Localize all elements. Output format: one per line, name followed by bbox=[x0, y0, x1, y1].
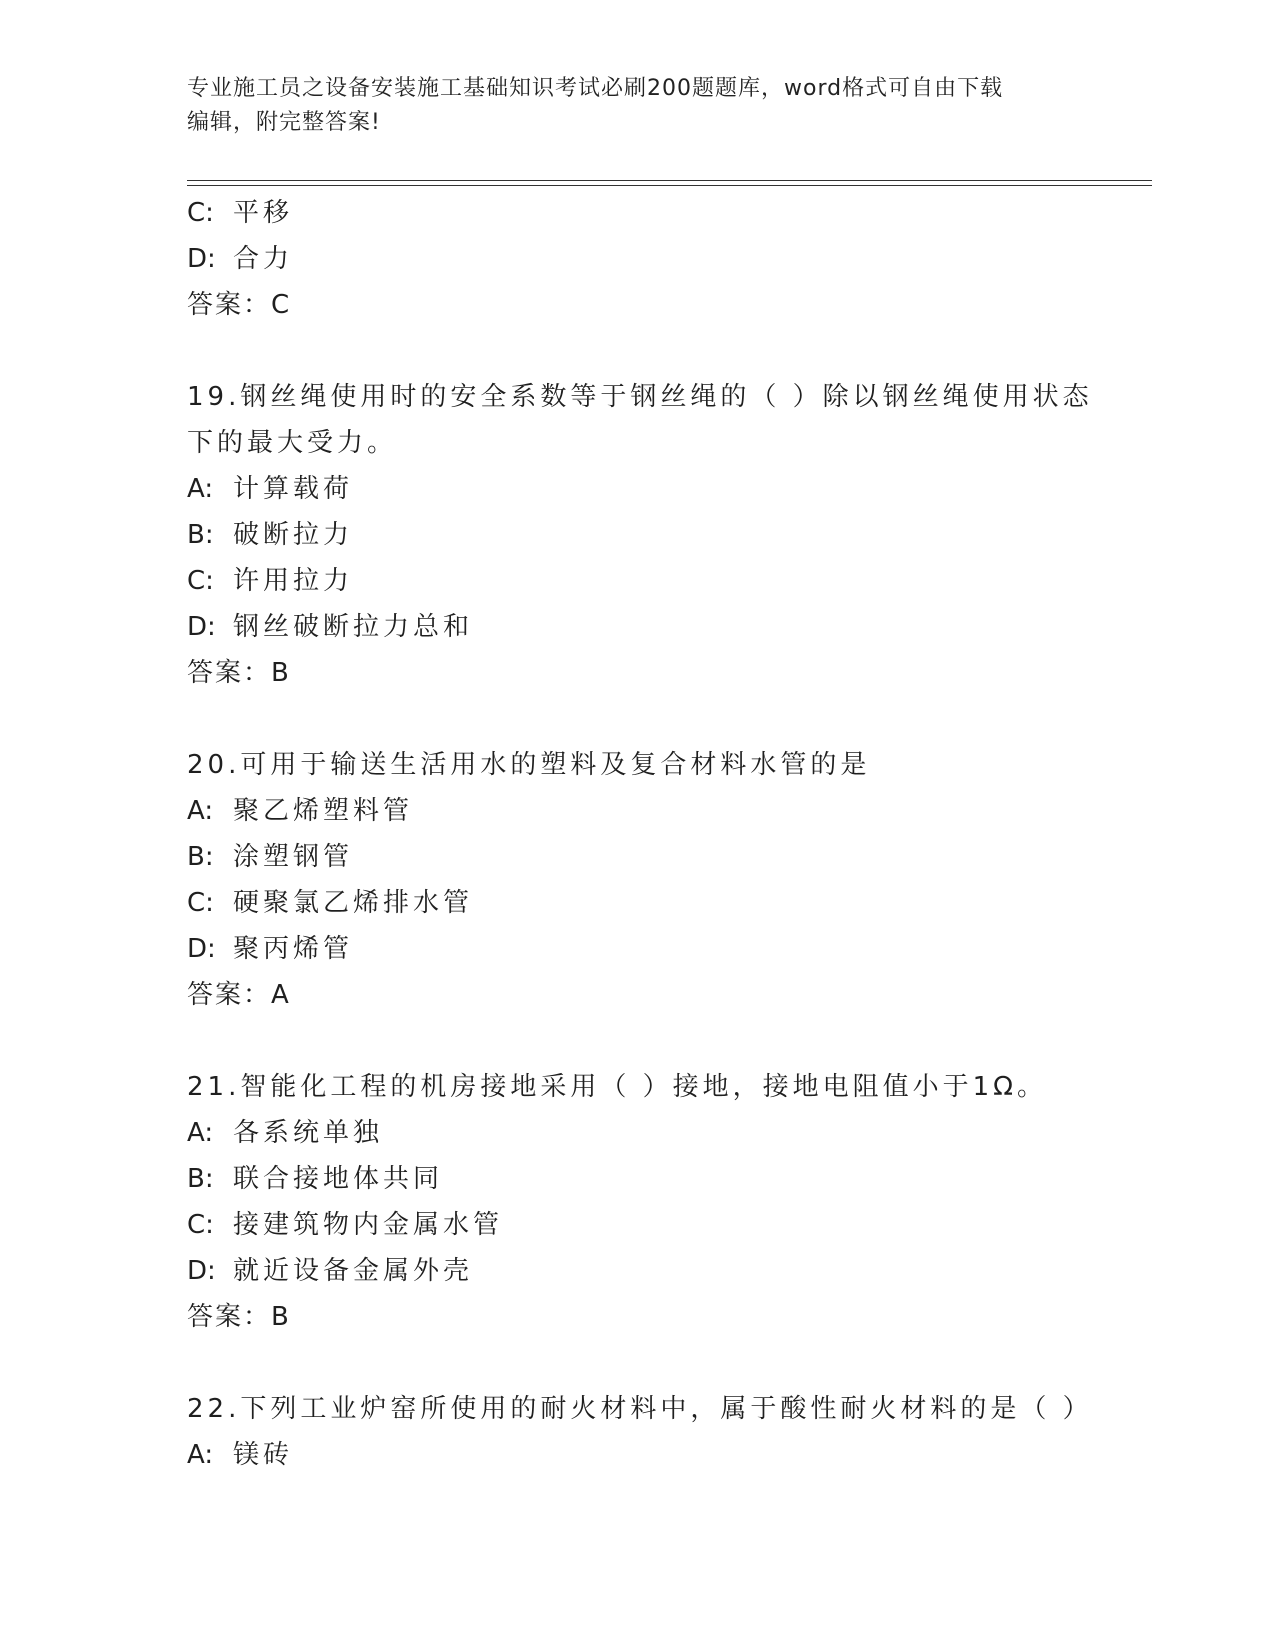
answer-line bbox=[187, 1294, 1147, 1340]
answer-label: 答案： bbox=[187, 1302, 272, 1332]
option-text: 就近设备金属外壳 bbox=[233, 1256, 474, 1286]
answer-line bbox=[187, 972, 1147, 1018]
option-c bbox=[187, 558, 1147, 604]
option-text: 涂塑钢管 bbox=[233, 842, 354, 872]
option-text: 聚丙烯管 bbox=[233, 934, 354, 964]
question-stem: 22.下列工业炉窑所使用的耐火材料中，属于酸性耐火材料的是（ ） bbox=[187, 1394, 1093, 1424]
option-text: 接建筑物内金属水管 bbox=[233, 1210, 504, 1240]
question-22 bbox=[187, 1386, 1147, 1478]
option-letter: C: bbox=[187, 888, 214, 918]
answer-value: B bbox=[271, 1302, 291, 1332]
answer-label: 答案： bbox=[187, 658, 272, 688]
option-letter: C: bbox=[187, 1210, 214, 1240]
option-text: 许用拉力 bbox=[233, 566, 354, 596]
option-letter: D: bbox=[187, 612, 216, 642]
question-list bbox=[187, 190, 1147, 1478]
option-b bbox=[187, 1156, 1147, 1202]
document-header bbox=[187, 72, 1087, 140]
option-letter: D: bbox=[187, 1256, 216, 1286]
option-text: 平移 bbox=[233, 198, 294, 228]
header-divider-top bbox=[187, 180, 1152, 181]
answer-value: B bbox=[271, 658, 291, 688]
option-text: 联合接地体共同 bbox=[233, 1164, 444, 1194]
option-a bbox=[187, 788, 1147, 834]
option-letter: A: bbox=[187, 1440, 214, 1470]
option-text: 聚乙烯塑料管 bbox=[233, 796, 414, 826]
option-text: 计算载荷 bbox=[233, 474, 354, 504]
option-a bbox=[187, 1432, 1147, 1478]
carryover-question bbox=[187, 190, 1147, 328]
option-a bbox=[187, 466, 1147, 512]
option-text: 镁砖 bbox=[233, 1440, 294, 1470]
answer-label: 答案： bbox=[187, 980, 272, 1010]
spacer bbox=[187, 1018, 1147, 1064]
option-text: 合力 bbox=[233, 244, 294, 274]
option-text: 钢丝破断拉力总和 bbox=[233, 612, 474, 642]
option-letter: B: bbox=[187, 842, 214, 872]
option-letter: A: bbox=[187, 474, 214, 504]
option-letter: A: bbox=[187, 1118, 214, 1148]
option-b bbox=[187, 512, 1147, 558]
spacer bbox=[187, 328, 1147, 374]
question-stem: 19.钢丝绳使用时的安全系数等于钢丝绳的（ ）除以钢丝绳使用状态 bbox=[187, 382, 1093, 412]
option-letter: B: bbox=[187, 520, 214, 550]
question-19 bbox=[187, 374, 1147, 696]
option-d bbox=[187, 926, 1147, 972]
answer-value: C bbox=[271, 290, 292, 320]
option-letter: A: bbox=[187, 796, 214, 826]
option-letter: B: bbox=[187, 1164, 214, 1194]
option-b bbox=[187, 834, 1147, 880]
answer-line bbox=[187, 282, 1147, 328]
option-d bbox=[187, 604, 1147, 650]
header-title-line-2: 编辑，附完整答案! bbox=[187, 110, 381, 135]
option-c bbox=[187, 880, 1147, 926]
option-letter: D: bbox=[187, 244, 216, 274]
question-21 bbox=[187, 1064, 1147, 1340]
option-letter: C: bbox=[187, 198, 214, 228]
option-d bbox=[187, 1248, 1147, 1294]
answer-value: A bbox=[271, 980, 291, 1010]
option-text: 各系统单独 bbox=[233, 1118, 384, 1148]
question-stem-continued: 下的最大受力。 bbox=[187, 428, 398, 458]
header-divider-bottom bbox=[187, 185, 1152, 186]
option-a bbox=[187, 1110, 1147, 1156]
header-title-line-1: 专业施工员之设备安装施工基础知识考试必刷200题题库，word格式可自由下载 bbox=[187, 76, 1004, 101]
question-stem: 21.智能化工程的机房接地采用（ ）接地，接地电阻值小于1Ω。 bbox=[187, 1072, 1048, 1102]
answer-line bbox=[187, 650, 1147, 696]
option-c bbox=[187, 190, 1147, 236]
option-letter: C: bbox=[187, 566, 214, 596]
option-letter: D: bbox=[187, 934, 216, 964]
spacer bbox=[187, 1340, 1147, 1386]
option-c bbox=[187, 1202, 1147, 1248]
option-text: 硬聚氯乙烯排水管 bbox=[233, 888, 474, 918]
spacer bbox=[187, 696, 1147, 742]
question-20 bbox=[187, 742, 1147, 1018]
option-text: 破断拉力 bbox=[233, 520, 354, 550]
answer-label: 答案： bbox=[187, 290, 272, 320]
option-d bbox=[187, 236, 1147, 282]
question-stem: 20.可用于输送生活用水的塑料及复合材料水管的是 bbox=[187, 750, 871, 780]
